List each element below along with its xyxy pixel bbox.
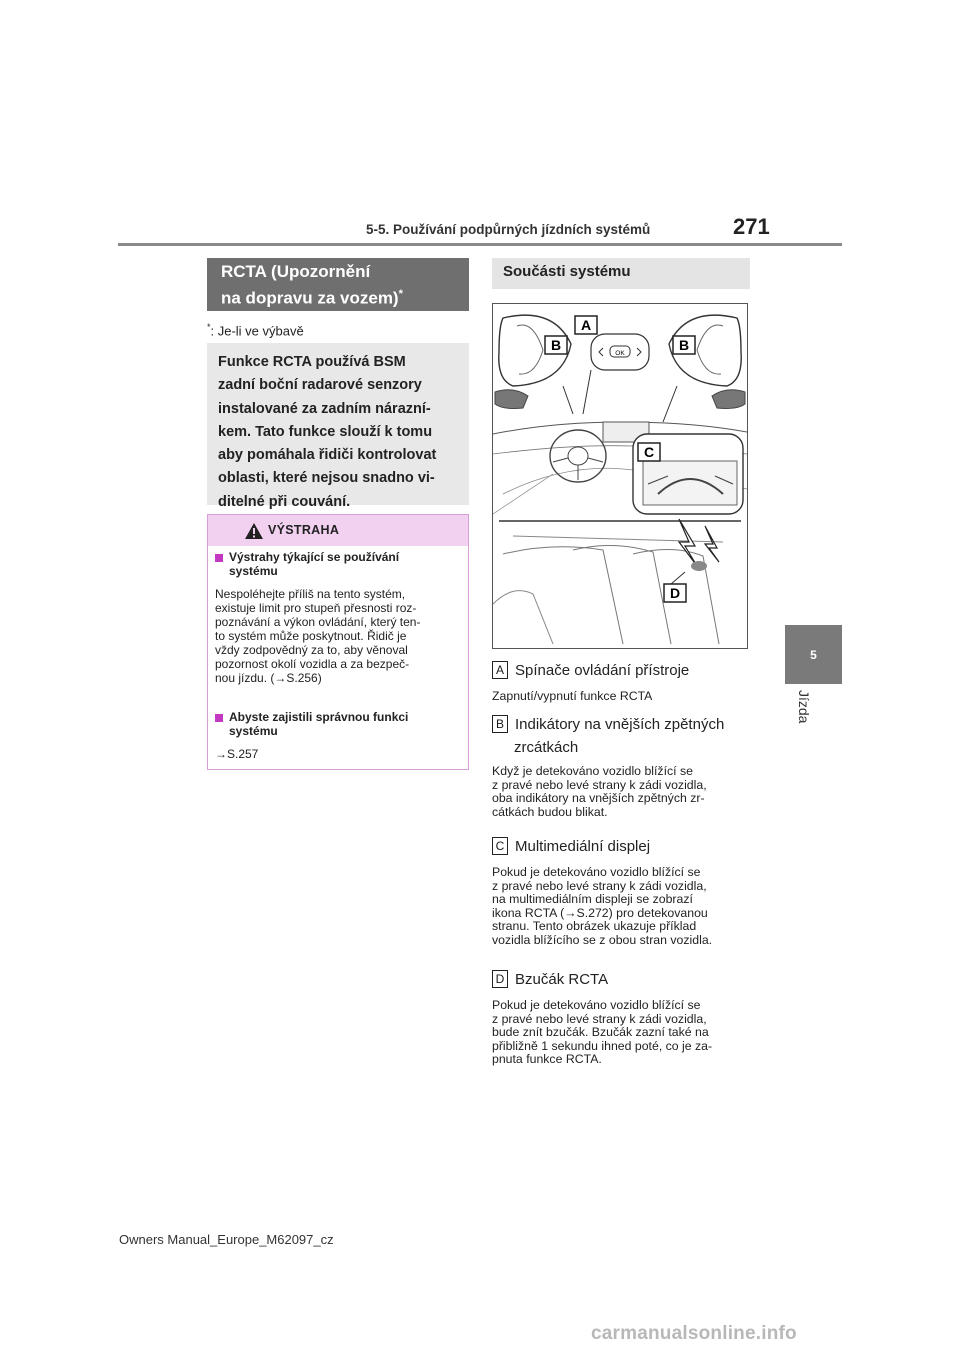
component-c-title <box>492 837 650 855</box>
component-body-line: Když je detekováno vozidlo blížící se <box>492 764 693 778</box>
ok-text: OK <box>615 350 625 357</box>
intro-line: zadní boční radarové senzory <box>218 377 422 394</box>
chapter-number: 5 <box>810 647 817 662</box>
component-b-body <box>492 765 707 819</box>
intro-line: aby pomáhala řidiči kontrolovat <box>218 447 437 464</box>
component-b-title-cont: zrcátkách <box>514 739 579 756</box>
component-body-line: stranu. Tento obrázek ukazuje příklad <box>492 919 697 934</box>
rcta-heading <box>207 258 469 311</box>
component-body-line: vozidla blížícího se z obou stran vozidla. <box>492 932 713 947</box>
footer-text: Owners Manual_Europe_M62097_cz <box>119 1232 334 1247</box>
component-body-line: přibližně 1 sekundu ihned poté, co je za- <box>492 1038 713 1053</box>
rcta-heading-line2: na dopravu za vozem) <box>221 288 399 308</box>
callout-a <box>575 316 597 334</box>
system-components-diagram <box>492 303 748 649</box>
rcta-heading-mark: * <box>398 288 403 300</box>
component-body-line: Pokud je detekováno vozidlo blížící se <box>492 998 701 1012</box>
warning-body-line: existuje limit pro stupeň přesnosti roz- <box>215 601 417 615</box>
component-b-title <box>492 715 724 733</box>
component-body-line: Zapnutí/vypnutí funkce RCTA <box>492 689 653 703</box>
warning-header <box>208 515 468 546</box>
component-body-line: z pravé nebo levé strany k zádi vozidla, <box>492 777 707 792</box>
callout-d-text: D <box>669 585 681 601</box>
warning-item2-title-line: systému <box>229 724 278 738</box>
component-a-title <box>492 661 689 679</box>
warning-label: VÝSTRAHA <box>268 523 340 537</box>
warning-item1-title <box>229 550 399 578</box>
rcta-heading-line2-wrap <box>221 283 469 310</box>
chapter-label: Jízda <box>796 690 812 724</box>
callout-d <box>664 584 686 602</box>
diagram-illustration <box>493 304 747 648</box>
page-number: 271 <box>733 214 770 239</box>
footnote <box>207 322 304 338</box>
component-body-line: cátkách budou blikat. <box>492 804 608 819</box>
warning-bullet-icon <box>215 554 223 562</box>
footnote-mark: * <box>207 322 211 332</box>
section-title: 5-5. Používání podpůrných jízdních systémů <box>366 222 651 237</box>
footnote-text: : Je-li ve výbavě <box>210 323 304 339</box>
warning-item2-title-line: Abyste zajistili správnou funkci <box>229 710 409 724</box>
component-body-line: pnuta funkce RCTA. <box>492 1052 602 1067</box>
warning-item2-title <box>229 710 408 738</box>
component-d-title-text: Bzučák RCTA <box>515 970 609 988</box>
component-body-line: z pravé nebo levé strany k zádi vozidla, <box>492 878 707 893</box>
components-heading: Součásti systému <box>492 258 750 289</box>
warning-item1-title-line: systému <box>229 564 278 578</box>
component-body-line: z pravé nebo levé strany k zádi vozidla, <box>492 1011 707 1026</box>
intro-line: kem. Tato funkce slouží k tomu <box>218 423 433 440</box>
intro-line: Funkce RCTA používá BSM <box>218 354 406 370</box>
warning-triangle-icon <box>244 522 264 540</box>
component-body-line: Pokud je detekováno vozidlo blížící se <box>492 865 701 879</box>
chapter-tab[interactable] <box>785 625 842 684</box>
component-c-body <box>492 866 712 948</box>
rcta-heading-line1: RCTA (Upozornění <box>221 262 371 281</box>
header-divider <box>118 243 842 246</box>
component-d-title <box>492 970 608 988</box>
component-body-line: na multimediálním displeji se zobrazí <box>492 892 693 907</box>
watermark: carmanualsonline.info <box>591 1323 797 1344</box>
callout-c <box>638 443 660 461</box>
component-a-body <box>492 690 652 704</box>
intro-line: oblasti, které nejsou snadno vi- <box>218 470 435 487</box>
letter-box-c: C <box>492 837 508 855</box>
callout-c-text: C <box>643 444 655 460</box>
warning-item2-link[interactable]: →S.257 <box>215 747 259 761</box>
callout-b-left <box>545 336 567 354</box>
callout-b-text: B <box>550 337 562 353</box>
letter-box-a: A <box>492 661 508 679</box>
component-body-line: oba indikátory na vnějších zpětných zr- <box>492 791 705 806</box>
component-body-line[interactable]: ikona RCTA (→S.272) pro detekovanou <box>492 905 708 920</box>
warning-box <box>207 514 469 770</box>
warning-body-line: Nespoléhejte příliš na tento systém, <box>215 587 406 601</box>
warning-bullet-icon <box>215 714 223 722</box>
component-d-body <box>492 999 712 1067</box>
component-body-line: bude znít bzučák. Bzučák zazní také na <box>492 1025 709 1040</box>
component-b-title-text: Indikátory na vnějších zpětných <box>515 715 725 733</box>
chapter-side-label <box>787 690 837 750</box>
warning-item1-body <box>215 587 420 685</box>
component-c-title-text: Multimediální displej <box>515 837 651 855</box>
callout-b-right <box>673 336 695 354</box>
warning-body-line: to systém může poskytnout. Řidič je <box>215 629 407 643</box>
warning-body-line: poznávání a výkon ovládání, který ten- <box>215 615 421 629</box>
warning-item1-title-line: Výstrahy týkající se používání <box>229 550 400 564</box>
warning-body-line: vždy zodpovědný za to, aby věnoval <box>215 643 408 657</box>
warning-body-line: nou jízdu. (→S.256) <box>215 671 322 685</box>
warning-body-line: pozornost okolí vozidla a za bezpeč- <box>215 657 410 671</box>
intro-line: ditelné při couvání. <box>218 493 351 510</box>
intro-line: instalované za zadním nárazní- <box>218 400 431 417</box>
component-a-title-text: Spínače ovládání přístroje <box>515 661 690 679</box>
letter-box-b: B <box>492 715 508 733</box>
intro-box <box>207 343 469 510</box>
letter-box-d: D <box>492 970 508 988</box>
callout-b-text: B <box>678 337 690 353</box>
callout-a-text: A <box>580 317 592 333</box>
